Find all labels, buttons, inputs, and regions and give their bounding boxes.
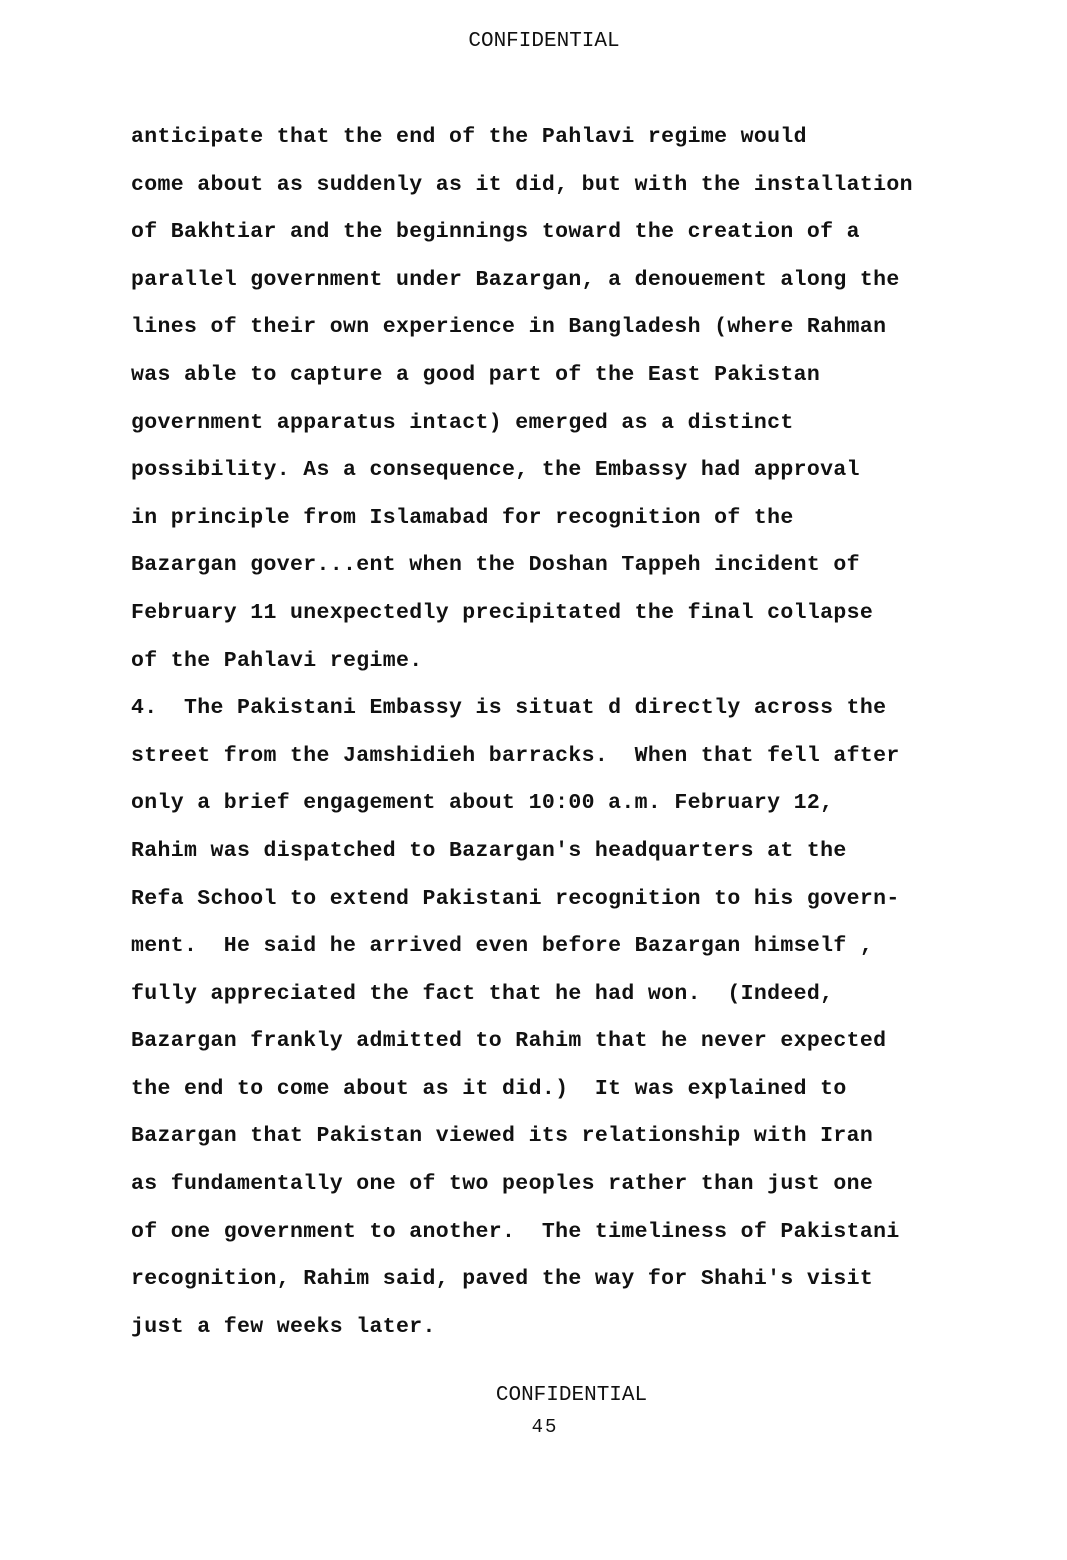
text-line: Rahim was dispatched to Bazargan's headquarters at the xyxy=(131,838,847,863)
page-number: 45 xyxy=(531,1416,559,1438)
text-line: recognition, Rahim said, paved the way for Shahi's visit xyxy=(131,1267,874,1292)
text-line: of the Pahlavi regime. xyxy=(131,648,423,673)
text-line: ment. He said he arrived even before Bazargan himself , xyxy=(131,934,874,959)
text-line: Bazargan gover...ent when the Doshan Tappeh incident of xyxy=(131,553,860,578)
text-line: fully appreciated the fact that he had won. (Indeed, xyxy=(131,981,834,1006)
text-line: in principle from Islamabad for recognition of the xyxy=(131,505,794,530)
text-line: the end to come about as it did.) It was explained to xyxy=(131,1076,847,1101)
footer-classification: CONFIDENTIAL xyxy=(495,1384,648,1407)
text-line: February 11 unexpectedly precipitated the final collapse xyxy=(131,600,874,625)
header-classification: CONFIDENTIAL xyxy=(468,30,620,53)
text-line: Bazargan frankly admitted to Rahim that he never expected xyxy=(131,1029,887,1054)
text-line: was able to capture a good part of the East Pakistan xyxy=(131,362,821,387)
paragraph-4-start: 4. The Pakistani Embassy is situat d directly across the xyxy=(131,696,887,721)
text-line: of Bakhtiar and the beginnings toward the creation of a xyxy=(131,220,860,245)
text-line: possibility. As a consequence, the Embassy had approval xyxy=(131,458,860,483)
text-line: only a brief engagement about 10:00 a.m. February 12, xyxy=(131,791,834,816)
text-line: just a few weeks later. xyxy=(131,1314,436,1339)
text-line: parallel government under Bazargan, a denouement along the xyxy=(131,267,900,292)
text-line: lines of their own experience in Bangladesh (where Rahman xyxy=(131,315,887,340)
text-line: government apparatus intact) emerged as a distinct xyxy=(131,410,794,435)
text-line: street from the Jamshidieh barracks. When that fell after xyxy=(131,743,900,768)
text-line: of one government to another. The timeliness of Pakistani xyxy=(131,1219,900,1244)
text-line: as fundamentally one of two peoples rather than just one xyxy=(131,1172,874,1197)
text-line: anticipate that the end of the Pahlavi regime would xyxy=(131,125,807,149)
text-line: Refa School to extend Pakistani recognition to his govern- xyxy=(131,886,900,911)
text-line: come about as suddenly as it did, but with the installation xyxy=(131,172,913,197)
body-text xyxy=(131,122,991,1359)
text-line: Bazargan that Pakistan viewed its relationship with Iran xyxy=(131,1124,874,1149)
